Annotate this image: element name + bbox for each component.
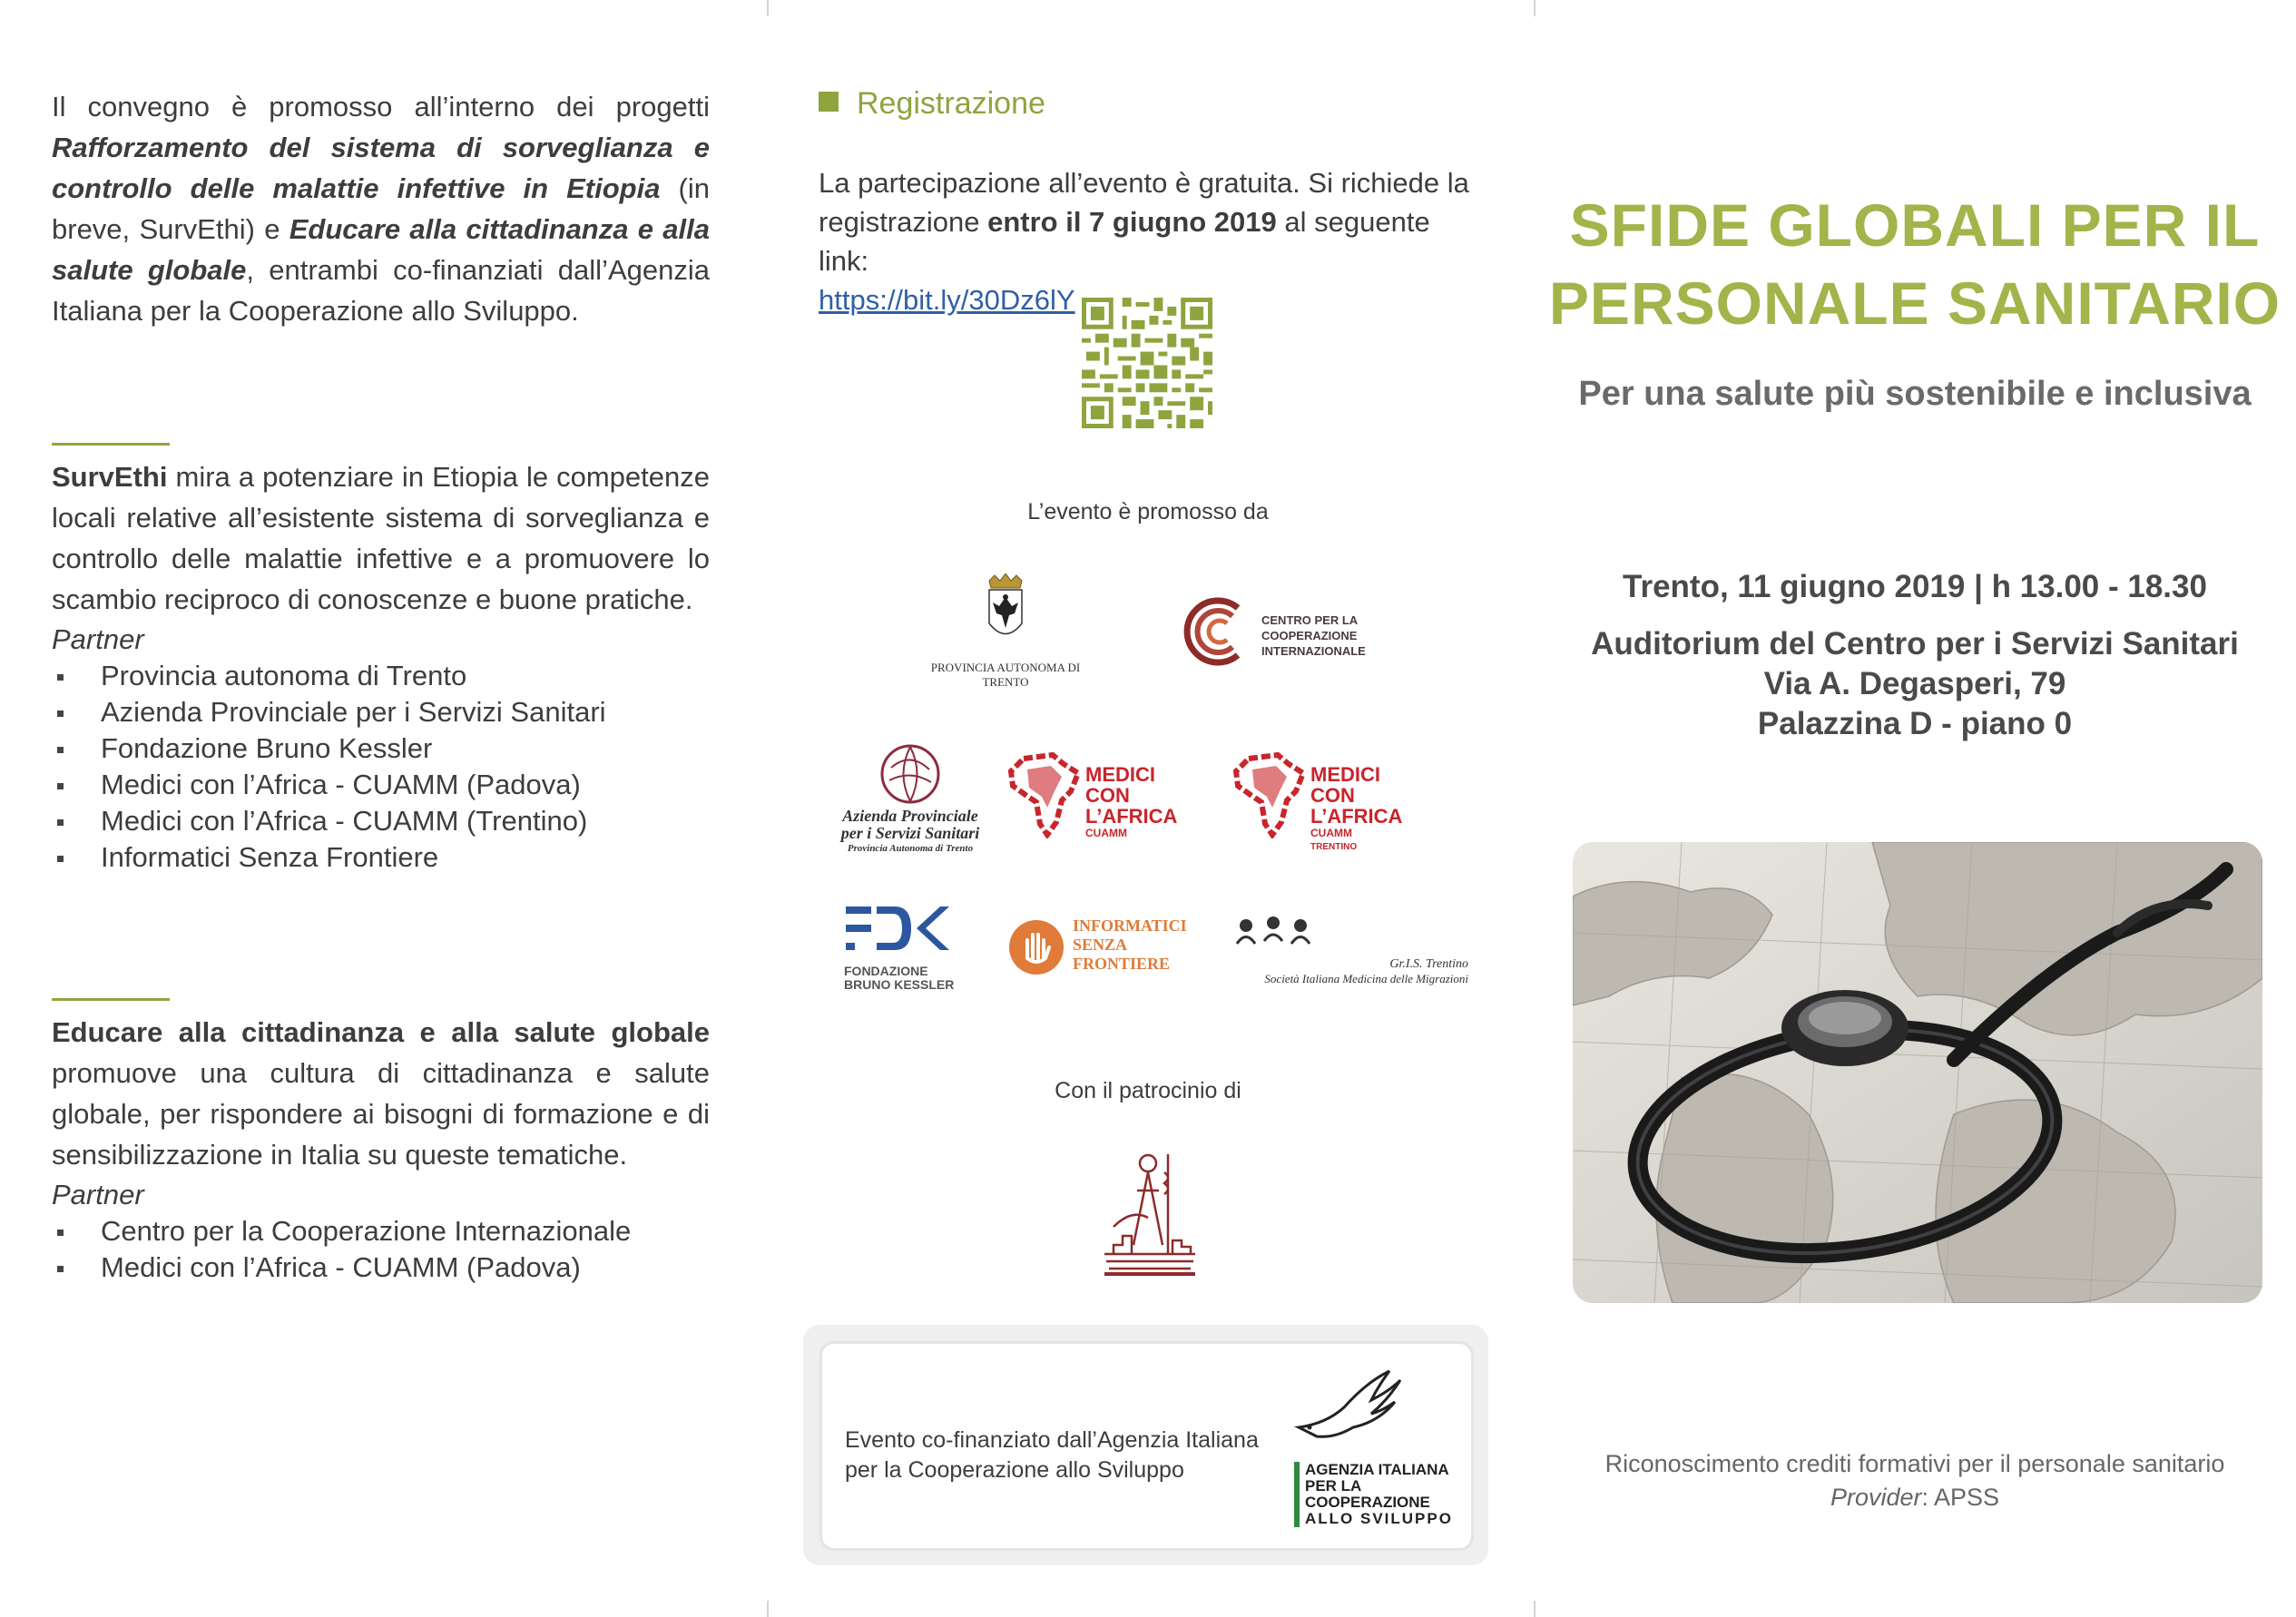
registration-text-1: La partecipazione all’evento è gratuita. Si richiede la registrazione — [819, 167, 1469, 238]
africa-icon — [1232, 751, 1305, 838]
registration-link[interactable]: https://bit.ly/30Dz6lY — [819, 284, 1075, 316]
cuamm-line-3: CUAMM — [1085, 827, 1127, 839]
logo-cuamm-trentino-text — [1310, 764, 1441, 856]
cofinancing-box — [803, 1325, 1488, 1565]
dove-icon — [1280, 1364, 1417, 1455]
logo-gris — [1232, 912, 1487, 994]
credits-text: Riconoscimento crediti formativi per il personale sanitario — [1604, 1450, 2225, 1477]
section-divider — [52, 998, 170, 1001]
educare-partner-label: Partner — [52, 1179, 144, 1210]
cuamm-line-2: CON L’AFRICA — [1310, 784, 1403, 828]
logo-isf-text — [1073, 916, 1187, 974]
left-panel — [52, 0, 710, 1617]
logo-provincia-trento — [915, 573, 1096, 689]
survethi-partner-list — [52, 658, 710, 876]
intro-paragraph — [52, 86, 710, 331]
event-date-time: Trento, 11 giugno 2019 | h 13.00 - 18.30 — [1623, 569, 2207, 604]
event-title-line-1: SFIDE GLOBALI PER IL — [1569, 191, 2261, 259]
section-divider — [52, 443, 170, 446]
gris-line-1: Gr.I.S. Trentino — [1389, 957, 1468, 971]
apss-line-3: Provincia Autonoma di Trento — [847, 843, 974, 854]
registration-heading — [819, 86, 1045, 122]
isf-line-2: SENZA — [1073, 936, 1128, 954]
aics-line-2: PER LA COOPERAZIONE — [1305, 1477, 1430, 1511]
patronage-label: Con il patrocinio di — [1055, 1078, 1241, 1103]
promoted-by-label: L’evento è promosso da — [1027, 499, 1269, 524]
project-educare-title: Educare alla cittadinanza e alla salute globale — [52, 213, 710, 286]
cuamm-line-1: MEDICI — [1085, 763, 1155, 786]
logo-cuamm-text — [1085, 764, 1216, 839]
registration-deadline: entro il 7 giugno 2019 — [987, 206, 1277, 238]
educare-name: Educare alla cittadinanza e alla salute globale — [52, 1016, 710, 1048]
partner-list-item: Medici con l’Africa - CUAMM (Padova) — [52, 1250, 710, 1286]
logo-fbk-text — [844, 965, 954, 992]
cci-line-3: INTERNAZIONALE — [1261, 644, 1366, 658]
survethi-text: mira a potenziare in Etiopia le competenze locali relative all’esistente sistema di sorveglianza e controllo delle malattie infettive e a promuovere lo scambio reciproco di conoscenze e buone pratiche. — [52, 461, 710, 615]
apss-line-1: Azienda Provinciale — [842, 807, 978, 825]
survethi-description — [52, 456, 710, 620]
partner-list-item: Azienda Provinciale per i Servizi Sanitari — [52, 694, 710, 730]
partner-list-item: Informatici Senza Frontiere — [52, 839, 710, 876]
registration-text-2: al seguente link: — [819, 206, 1430, 277]
qr-code-icon[interactable] — [1082, 298, 1212, 428]
gris-line-2: Società Italiana Medicina delle Migrazioni — [1264, 972, 1468, 985]
partner-list-item: Provincia autonoma di Trento — [52, 658, 710, 694]
aics-logo-text — [1294, 1462, 1471, 1527]
stethoscope-map-image — [1573, 842, 2262, 1303]
educare-text: promuove una cultura di cittadinanza e salute globale, per rispondere ai bisogni di formazione e di sensibilizzazione in Italia su queste tematiche. — [52, 1057, 710, 1171]
logo-provincia-text: PROVINCIA AUTONOMA DI TRENTO — [930, 661, 1081, 689]
event-venue — [1534, 624, 2296, 744]
provider-value: : APSS — [1921, 1484, 2000, 1511]
apss-globe-icon — [878, 742, 942, 806]
logo-cuamm-padova — [1007, 751, 1216, 842]
intro-text-3: , entrambi co-finanziati dall’Agenzia Italiana per la Cooperazione allo Sviluppo. — [52, 254, 710, 327]
provider-label: Provider — [1830, 1484, 1922, 1511]
educare-description — [52, 1012, 710, 1175]
isf-line-3: FRONTIERE — [1073, 955, 1171, 973]
logo-apss — [829, 742, 992, 854]
cofinancing-inner-box — [819, 1341, 1474, 1551]
fbk-line-1: FONDAZIONE — [844, 964, 928, 978]
cci-line-1: CENTRO PER LA — [1261, 613, 1359, 627]
intro-text-1: Il convegno è promosso all’interno dei progetti — [52, 91, 710, 122]
survethi-section — [52, 443, 710, 876]
project-survethi-title: Rafforzamento del sistema di sorveglianza e controllo delle malattie infettive in Etiopia — [52, 132, 710, 204]
cci-line-2: COOPERAZIONE — [1261, 629, 1358, 642]
patronage-crest-icon — [1095, 1145, 1204, 1281]
registration-text — [819, 163, 1481, 319]
venue-line-3: Palazzina D - piano 0 — [1757, 706, 2073, 741]
cuamm-line-1: MEDICI — [1310, 763, 1380, 786]
apss-line-2: per i Servizi Sanitari — [840, 824, 980, 842]
fbk-mark-icon — [844, 903, 953, 957]
venue-line-2: Via A. Degasperi, 79 — [1763, 666, 2066, 701]
training-credits — [1534, 1447, 2296, 1514]
right-panel — [1534, 0, 2296, 1617]
fbk-line-2: BRUNO KESSLER — [844, 977, 955, 992]
event-subtitle: Per una salute più sostenibile e inclusiva — [1578, 375, 2252, 413]
venue-line-1: Auditorium del Centro per i Servizi Sanitari — [1591, 626, 2239, 662]
provider-line — [1534, 1481, 2296, 1514]
educare-partner-list — [52, 1213, 710, 1286]
logo-cci-text — [1261, 612, 1366, 659]
logo-fbk — [844, 903, 980, 994]
cuamm-line-2: CON L’AFRICA — [1085, 784, 1178, 828]
isf-line-1: INFORMATICI — [1073, 916, 1187, 935]
logo-apss-text — [829, 808, 992, 855]
cuamm-line-3: CUAMM — [1310, 827, 1352, 839]
educare-section — [52, 998, 710, 1286]
cuamm-line-4: TRENTINO — [1310, 842, 1358, 852]
logo-centro-cooperazione — [1182, 594, 1390, 676]
registration-heading-text: Registrazione — [857, 86, 1045, 121]
bullet-square-icon — [819, 92, 839, 112]
cofinancing-text: Evento co-finanziato dall’Agenzia Italiana per la Cooperazione allo Sviluppo — [845, 1427, 1259, 1483]
intro-text-2: (in breve, SurvEthi) e — [52, 172, 710, 245]
aics-line-3: ALLO SVILUPPO — [1305, 1510, 1453, 1527]
partner-list-item: Medici con l’Africa - CUAMM (Padova) — [52, 767, 710, 803]
africa-icon — [1007, 751, 1080, 838]
partner-list-item: Fondazione Bruno Kessler — [52, 730, 710, 767]
gris-figures-icon — [1232, 912, 1314, 953]
hand-icon — [1007, 918, 1065, 976]
partner-list-item: Centro per la Cooperazione Internazionale — [52, 1213, 710, 1250]
survethi-partner-label: Partner — [52, 623, 144, 655]
eagle-crest-icon — [915, 573, 1096, 655]
aics-line-1: AGENZIA ITALIANA — [1305, 1461, 1449, 1478]
event-title — [1534, 186, 2296, 342]
middle-panel — [767, 0, 1511, 1617]
survethi-name: SurvEthi — [52, 461, 168, 493]
cci-rings-icon — [1182, 594, 1256, 669]
partner-list-item: Medici con l’Africa - CUAMM (Trentino) — [52, 803, 710, 839]
logo-isf — [1007, 916, 1216, 989]
logo-gris-text — [1232, 957, 1468, 986]
logo-cuamm-trentino — [1232, 751, 1441, 852]
event-title-line-2: PERSONALE SANITARIO — [1548, 270, 2281, 337]
